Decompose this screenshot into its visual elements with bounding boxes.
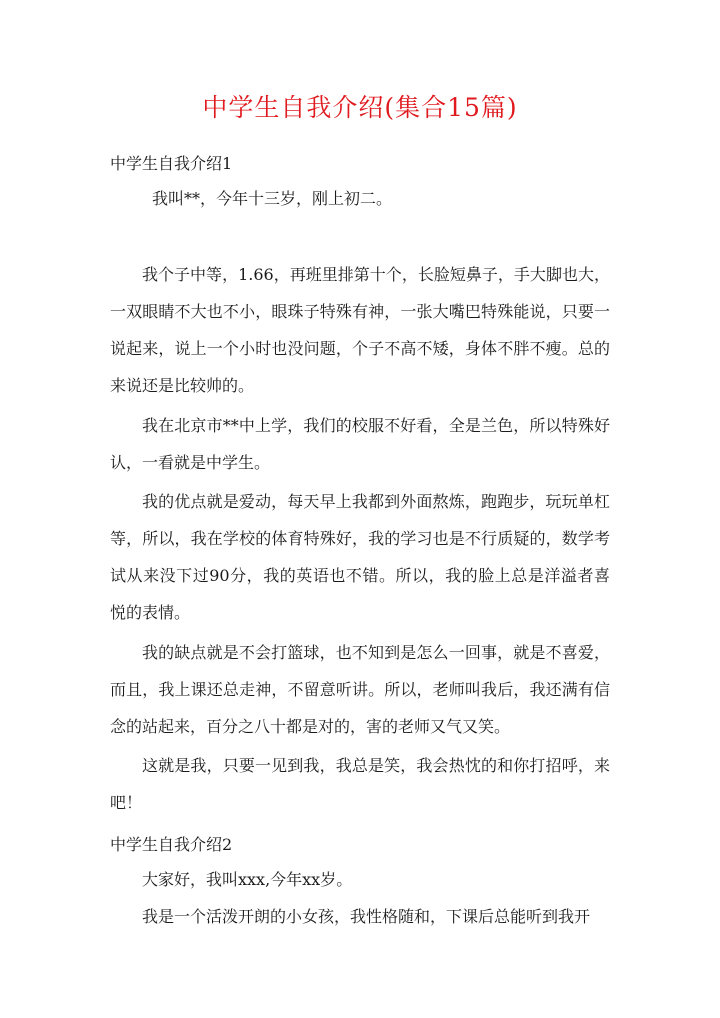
paragraph: 这就是我，只要一见到我，我总是笑，我会热忱的和你打招呼，来吧！ (110, 756, 610, 812)
section-heading-1: 中学生自我介绍1 (110, 154, 233, 173)
paragraph: 我叫**，今年十三岁，刚上初二。 (152, 189, 393, 208)
paragraph: 我在北京市**中上学，我们的校服不好看，全是兰色，所以特殊好认，一看就是中学生。 (110, 416, 610, 472)
paragraph: 我个子中等，1.66，再班里排第十个，长脸短鼻子，手大脚也大，一双眼睛不大也不小，眼珠子特殊有神，一张大嘴巴特殊能说，只要一说起来，说上一个小时也没问题，个子不高不矮，身体不胖不瘦。总的来说还是比较帅的。 (110, 265, 610, 395)
document-title: 中学生自我介绍(集合15篇) (202, 93, 518, 122)
paragraph: 我是一个活泼开朗的小女孩，我性格随和，下课后总能听到我开 (142, 907, 591, 926)
paragraph: 大家好，我叫xxx,今年xx岁。 (142, 870, 353, 889)
paragraph: 我的优点就是爱动，每天早上我都到外面熬炼，跑跑步，玩玩单杠等，所以，我在学校的体育特殊好，我的学习也是不行质疑的，数学考试从来没下过90分，我的英语也不错。所以，我的脸上总是洋溢者喜悦的表情。 (110, 492, 610, 622)
paragraph: 我的缺点就是不会打篮球，也不知到是怎么一回事，就是不喜爱，而且，我上课还总走神，不留意听讲。所以，老师叫我后，我还满有信念的站起来，百分之八十都是对的，害的老师又气又笑。 (110, 643, 610, 736)
section-heading-2: 中学生自我介绍2 (110, 835, 233, 854)
